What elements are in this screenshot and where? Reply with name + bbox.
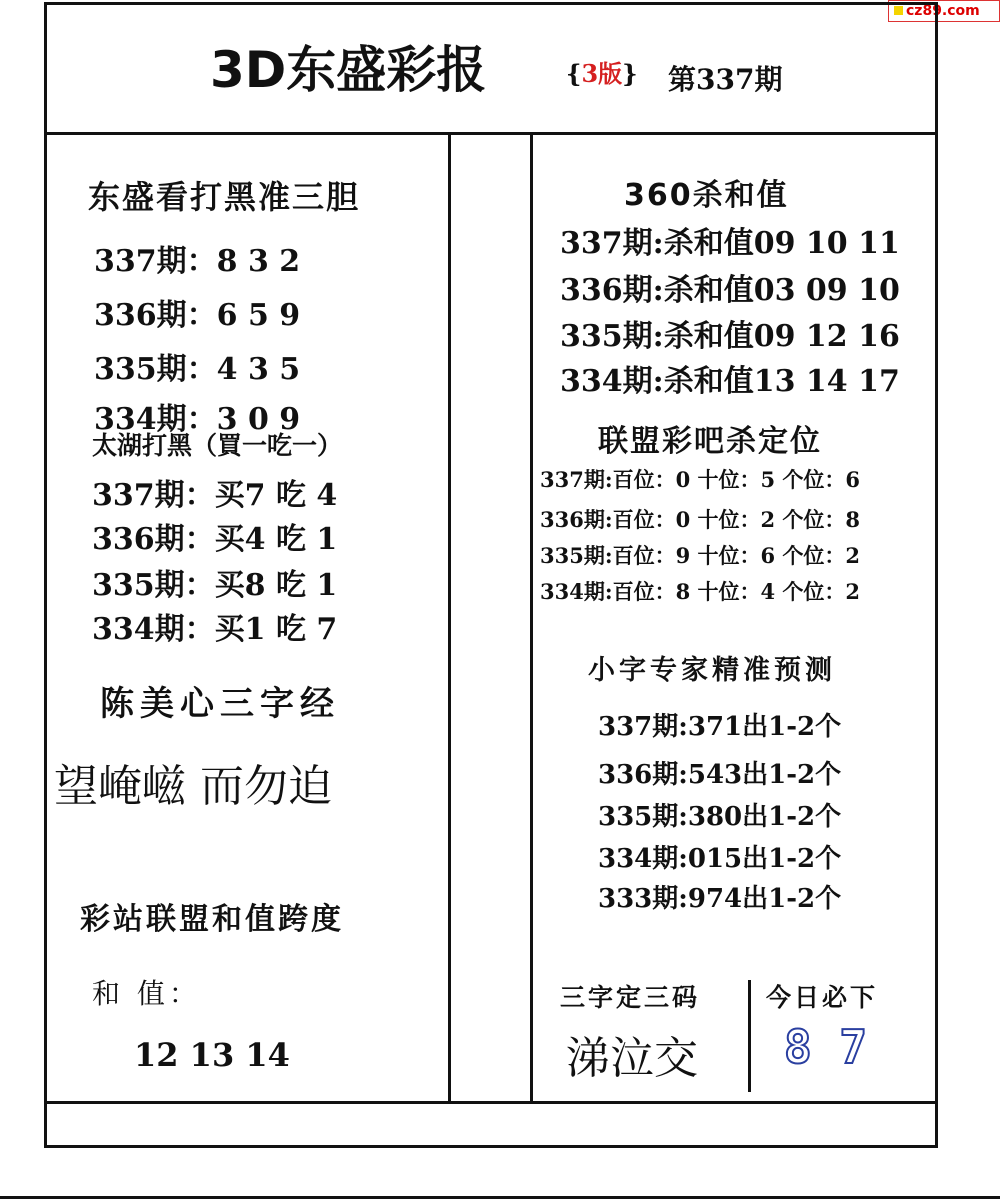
taihu-row: 337期：买7 吃 4	[92, 478, 338, 513]
danhe-row: 336期：6 5 9	[94, 298, 301, 333]
header-divider	[44, 132, 938, 135]
section-title-taihu: 太湖打黑（買一吃一）	[92, 431, 343, 460]
site-watermark: cz89.com	[888, 0, 1000, 22]
footer-divider	[44, 1101, 938, 1104]
sha360-row: 337期:杀和值09 10 11	[560, 226, 900, 261]
lianmeng-row: 335期:百位：9 十位：6 个位：2	[540, 543, 861, 568]
lianmeng-row: 336期:百位：0 十位：2 个位：8	[540, 507, 861, 532]
column-divider-right	[530, 135, 533, 1103]
page-title: 3D东盛彩报	[210, 41, 487, 99]
lianmeng-row: 334期:百位：8 十位：4 个位：2	[540, 579, 861, 604]
edition-label: {3版}	[566, 59, 638, 88]
sha360-row: 336期:杀和值03 09 10	[560, 273, 900, 308]
section-title-danhe: 东盛看打黑准三胆	[88, 178, 361, 216]
section-title-caizhan: 彩站联盟和值跨度	[80, 902, 344, 937]
section-title-chen: 陈美心三字经	[100, 684, 340, 724]
xiaozi-row: 334期:015出1-2个	[598, 844, 842, 874]
hezhi-label: 和 值：	[92, 977, 201, 1010]
sanzi-value: 涕泣交	[566, 1033, 698, 1084]
danhe-row: 337期：8 3 2	[94, 244, 301, 279]
xiaozi-row: 336期:543出1-2个	[598, 760, 842, 790]
section-title-lianmeng: 联盟彩吧杀定位	[598, 424, 822, 459]
column-divider-left	[448, 135, 451, 1103]
section-title-sanzi: 三字定三码	[560, 983, 701, 1012]
danhe-row: 334期：3 0 9	[94, 402, 301, 437]
sha360-row: 334期:杀和值13 14 17	[560, 364, 900, 399]
taihu-row: 334期：买1 吃 7	[92, 612, 338, 647]
xiaozi-row: 335期:380出1-2个	[598, 802, 842, 832]
section-title-sha360: 360杀和值	[624, 178, 789, 213]
xiaozi-row: 337期:371出1-2个	[598, 712, 842, 742]
bottom-box-divider	[748, 980, 751, 1092]
xiaozi-row: 333期:974出1-2个	[598, 884, 842, 914]
jinri-value: 8 7	[784, 1020, 868, 1074]
danhe-row: 335期：4 3 5	[94, 352, 301, 387]
taihu-row: 336期：买4 吃 1	[92, 522, 338, 557]
bottom-edge-line	[0, 1196, 1000, 1199]
issue-number: 第337期	[668, 63, 783, 96]
section-title-jinri: 今日必下	[766, 983, 879, 1012]
hezhi-values: 12 13 14	[134, 1036, 290, 1074]
section-title-xiaozi: 小字专家精准预测	[588, 655, 836, 686]
lianmeng-row: 337期:百位：0 十位：5 个位：6	[540, 467, 861, 492]
chen-poem: 望崦嵫 而勿迫	[54, 761, 332, 812]
taihu-row: 335期：买8 吃 1	[92, 568, 338, 603]
sha360-row: 335期:杀和值09 12 16	[560, 319, 900, 354]
